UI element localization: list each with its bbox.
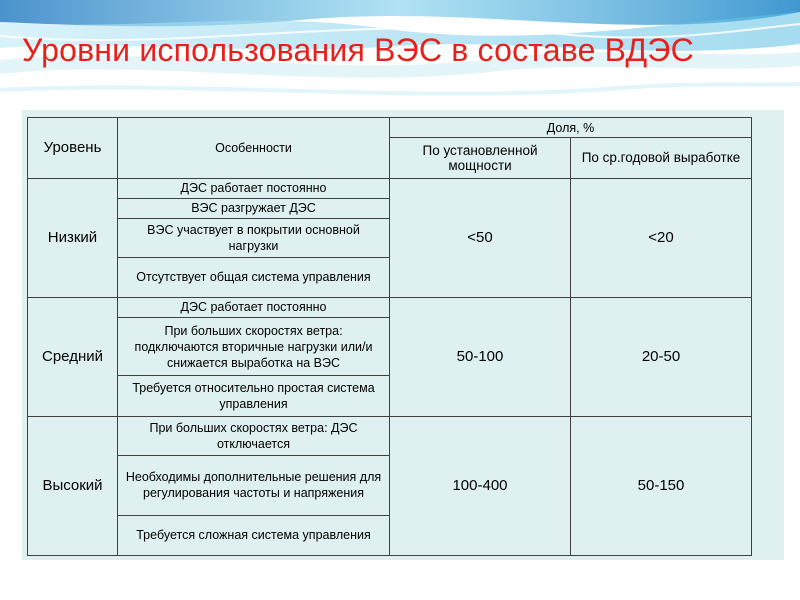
header-capacity: По установленной мощности xyxy=(390,138,571,178)
feature-medium-1: ДЭС работает постоянно xyxy=(118,297,390,317)
feature-high-2: Необходимы дополнительные решения для регулирования частоты и напряжения xyxy=(118,456,390,516)
output-high: 50-150 xyxy=(571,416,752,555)
capacity-medium: 50-100 xyxy=(390,297,571,416)
wind-levels-table xyxy=(27,117,752,556)
feature-high-1: При больших скоростях ветра: ДЭС отключается xyxy=(118,416,390,455)
feature-medium-2: При больших скоростях ветра: подключаются вторичные нагрузки или/и снижается выработка на ВЭС xyxy=(118,317,390,376)
feature-medium-3: Требуется относительно простая система управления xyxy=(118,376,390,416)
header-features: Особенности xyxy=(118,118,390,179)
slide-title: Уровни использования ВЭС в составе ВДЭС xyxy=(22,32,694,68)
output-low: <20 xyxy=(571,178,752,297)
header-output: По ср.годовой выработке xyxy=(571,138,752,178)
header-share: Доля, % xyxy=(390,118,752,138)
level-high: Высокий xyxy=(28,416,118,555)
feature-high-3: Требуется сложная система управления xyxy=(118,515,390,555)
feature-low-1: ДЭС работает постоянно xyxy=(118,178,390,198)
feature-low-4: Отсутствует общая система управления xyxy=(118,258,390,297)
level-low: Низкий xyxy=(28,178,118,297)
capacity-low: <50 xyxy=(390,178,571,297)
feature-low-2: ВЭС разгружает ДЭС xyxy=(118,198,390,218)
capacity-high: 100-400 xyxy=(390,416,571,555)
header-level: Уровень xyxy=(28,118,118,179)
feature-low-3: ВЭС участвует в покрытии основной нагрузки xyxy=(118,218,390,257)
output-medium: 20-50 xyxy=(571,297,752,416)
level-medium: Средний xyxy=(28,297,118,416)
